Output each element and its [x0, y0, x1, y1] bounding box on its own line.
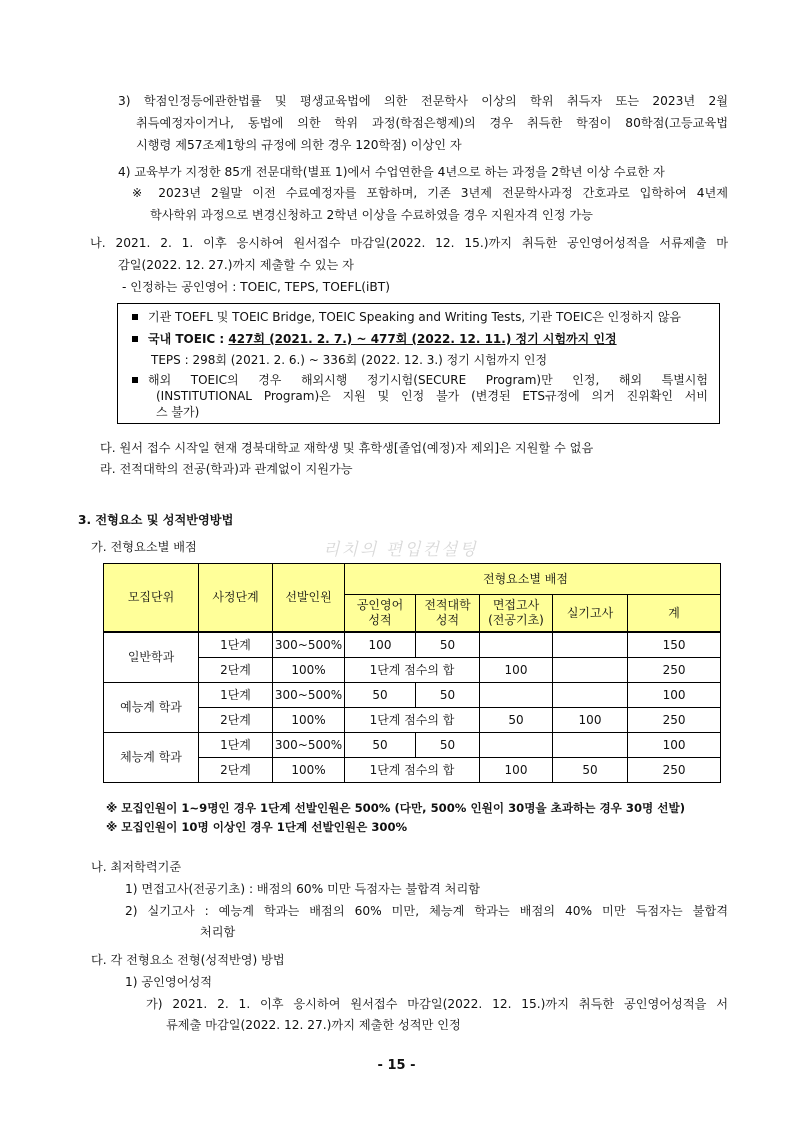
total-cell: 100 [628, 683, 721, 708]
interview-cell [480, 683, 553, 708]
header-group: 전형요소별 배점 [345, 564, 721, 595]
stage-cell: 1단계 [199, 733, 273, 758]
prev-cell: 50 [416, 632, 480, 658]
table-row [104, 683, 721, 708]
prev-cell: 50 [416, 733, 480, 758]
da-method-ga-line1: 가) 2021. 2. 1. 이후 응시하여 원서접수 마감일(2022. 12. 15.)까지 취득한 공인영어성적을 서 [146, 997, 728, 1011]
practical-cell [553, 733, 628, 758]
total-cell: 150 [628, 632, 721, 658]
total-cell: 100 [628, 733, 721, 758]
na-min-2-line2: 처리함 [200, 925, 236, 939]
na-line1: 나. 2021. 2. 1. 이후 응시하여 원서접수 마감일(2022. 12. 15.)까지 취득한 공인영어성적을 서류제출 마 [90, 236, 728, 250]
merged-score-cell: 1단계 점수의 합 [345, 708, 480, 733]
box-item-2: 국내 TOEIC : 427회 (2021. 2. 7.) ~ 477회 (2022. 12. 11.) 정기 시험까지 인정 [132, 331, 617, 347]
stage-cell: 1단계 [199, 683, 273, 708]
item3-line1: 3) 학점인정등에관한법률 및 평생교육법에 의한 전문학사 이상의 학위 취득자 또는 2023년 2월 [118, 94, 728, 108]
watermark-korean: 리치의 편입컨설팅 [323, 540, 478, 560]
ratio-cell: 300~500% [273, 683, 345, 708]
square-bullet-icon [132, 377, 138, 383]
box-item-4-line3: 스 불가) [156, 405, 200, 419]
english-cell: 100 [345, 632, 416, 658]
na-sub: - 인정하는 공인영어 : TOEIC, TEPS, TOEFL(iBT) [122, 280, 390, 294]
merged-score-cell: 1단계 점수의 합 [345, 758, 480, 783]
item4-note-line1: ※ 2023년 2월말 이전 수료예정자를 포함하며, 기존 3년제 전문학사과정 간호과로 입학하여 4년제 [132, 186, 728, 200]
header-ratio: 선발인원 [273, 564, 345, 633]
stage-cell: 2단계 [199, 708, 273, 733]
item4-note-line2: 학사학위 과정으로 변경신청하고 2학년 이상을 수료하였을 경우 지원자격 인정 가능 [150, 208, 593, 222]
merged-score-cell: 1단계 점수의 합 [345, 658, 480, 683]
ra-paragraph: 라. 전적대학의 전공(학과)과 관계없이 지원가능 [100, 462, 353, 476]
practical-cell [553, 632, 628, 658]
stage-cell: 2단계 [199, 658, 273, 683]
interview-cell: 50 [480, 708, 553, 733]
ga-subtitle: 가. 전형요소별 배점 [91, 540, 197, 554]
da-method-title: 다. 각 전형요소 전형(성적반영) 방법 [91, 953, 285, 967]
practical-cell: 50 [553, 758, 628, 783]
unit-cell: 체능계 학과 [104, 733, 199, 783]
stage-cell: 2단계 [199, 758, 273, 783]
da-method-ga-line2: 류제출 마감일(2022. 12. 27.)까지 제출한 성적만 인정 [166, 1018, 461, 1032]
english-cell: 50 [345, 733, 416, 758]
square-bullet-icon [132, 314, 138, 320]
practical-cell: 100 [553, 708, 628, 733]
total-cell: 250 [628, 708, 721, 733]
page-number: - 15 - [377, 1058, 416, 1073]
box-item-teps: TEPS : 298회 (2021. 2. 6.) ~ 336회 (2022. 12. 3.) 정기 시험까지 인정 [151, 353, 548, 367]
practical-cell [553, 658, 628, 683]
item3-line2: 취득예정자이거나, 동법에 의한 학위 과정(학점은행제)의 경우 취득한 학점이 80학점(고등교육법 [136, 116, 728, 130]
header-prev: 전적대학 성적 [416, 595, 480, 633]
section3-title: 3. 전형요소 및 성적반영방법 [78, 513, 234, 527]
ratio-cell: 300~500% [273, 632, 345, 658]
ratio-cell: 100% [273, 658, 345, 683]
ratio-cell: 100% [273, 708, 345, 733]
prev-cell: 50 [416, 683, 480, 708]
box-item-1: 기관 TOEFL 및 TOEIC Bridge, TOEIC Speaking and Writing Tests, 기관 TOEIC은 인정하지 않음 [132, 309, 681, 325]
na-line2: 감일(2022. 12. 27.)까지 제출할 수 있는 자 [118, 258, 354, 272]
english-cell: 50 [345, 683, 416, 708]
table-row [104, 733, 721, 758]
total-cell: 250 [628, 758, 721, 783]
header-english: 공인영어 성적 [345, 595, 416, 633]
header-unit: 모집단위 [104, 564, 199, 633]
item3-line3: 시행령 제57조제1항의 규정에 의한 경우 120학점) 이상인 자 [136, 138, 462, 152]
header-stage: 사정단계 [199, 564, 273, 633]
interview-cell: 100 [480, 758, 553, 783]
note-2: ※ 모집인원이 10명 이상인 경우 1단계 선발인원은 300% [106, 820, 408, 834]
header-interview: 면접고사 (전공기초) [480, 595, 553, 633]
item4-line1: 4) 교육부가 지정한 85개 전문대학(별표 1)에서 수업연한을 4년으로 하는 과정을 2학년 이상 수료한 자 [118, 165, 665, 179]
da-method-1: 1) 공인영어성적 [125, 975, 213, 989]
na-min-2-line1: 2) 실기고사 : 예능계 학과는 배점의 60% 미만, 체능계 학과는 배점의 40% 미만 득점자는 불합격 [125, 904, 728, 918]
unit-cell: 일반학과 [104, 632, 199, 683]
ratio-cell: 300~500% [273, 733, 345, 758]
box-item-4-line2: (INSTITUTIONAL Program)은 지원 및 인정 불가 (변경된 ETS규정에 의거 진위확인 서비 [156, 389, 708, 403]
score-table [103, 563, 721, 783]
note-1: ※ 모집인원이 1~9명인 경우 1단계 선발인원은 500% (다만, 500% 인원이 30명을 초과하는 경우 30명 선발) [106, 801, 685, 815]
total-cell: 250 [628, 658, 721, 683]
unit-cell: 예능계 학과 [104, 683, 199, 733]
score-table-body [104, 632, 721, 783]
na-min-1: 1) 면접고사(전공기초) : 배점의 60% 미만 득점자는 불합격 처리함 [125, 882, 480, 896]
na-min-title: 나. 최저학력기준 [91, 860, 182, 874]
header-total: 계 [628, 595, 721, 633]
da-paragraph: 다. 원서 접수 시작일 현재 경북대학교 재학생 및 휴학생[졸업(예정)자 제외]은 지원할 수 없음 [100, 441, 594, 455]
header-practical: 실기고사 [553, 595, 628, 633]
ratio-cell: 100% [273, 758, 345, 783]
table-row [104, 632, 721, 658]
practical-cell [553, 683, 628, 708]
stage-cell: 1단계 [199, 632, 273, 658]
interview-cell: 100 [480, 658, 553, 683]
box-item-4-line1: 해외 TOEIC의 경우 해외시행 정기시험(SECURE Program)만 인정, 해외 특별시험 [132, 372, 708, 388]
interview-cell [480, 733, 553, 758]
square-bullet-icon [132, 336, 138, 342]
toeic-notice-box [117, 303, 720, 424]
interview-cell [480, 632, 553, 658]
